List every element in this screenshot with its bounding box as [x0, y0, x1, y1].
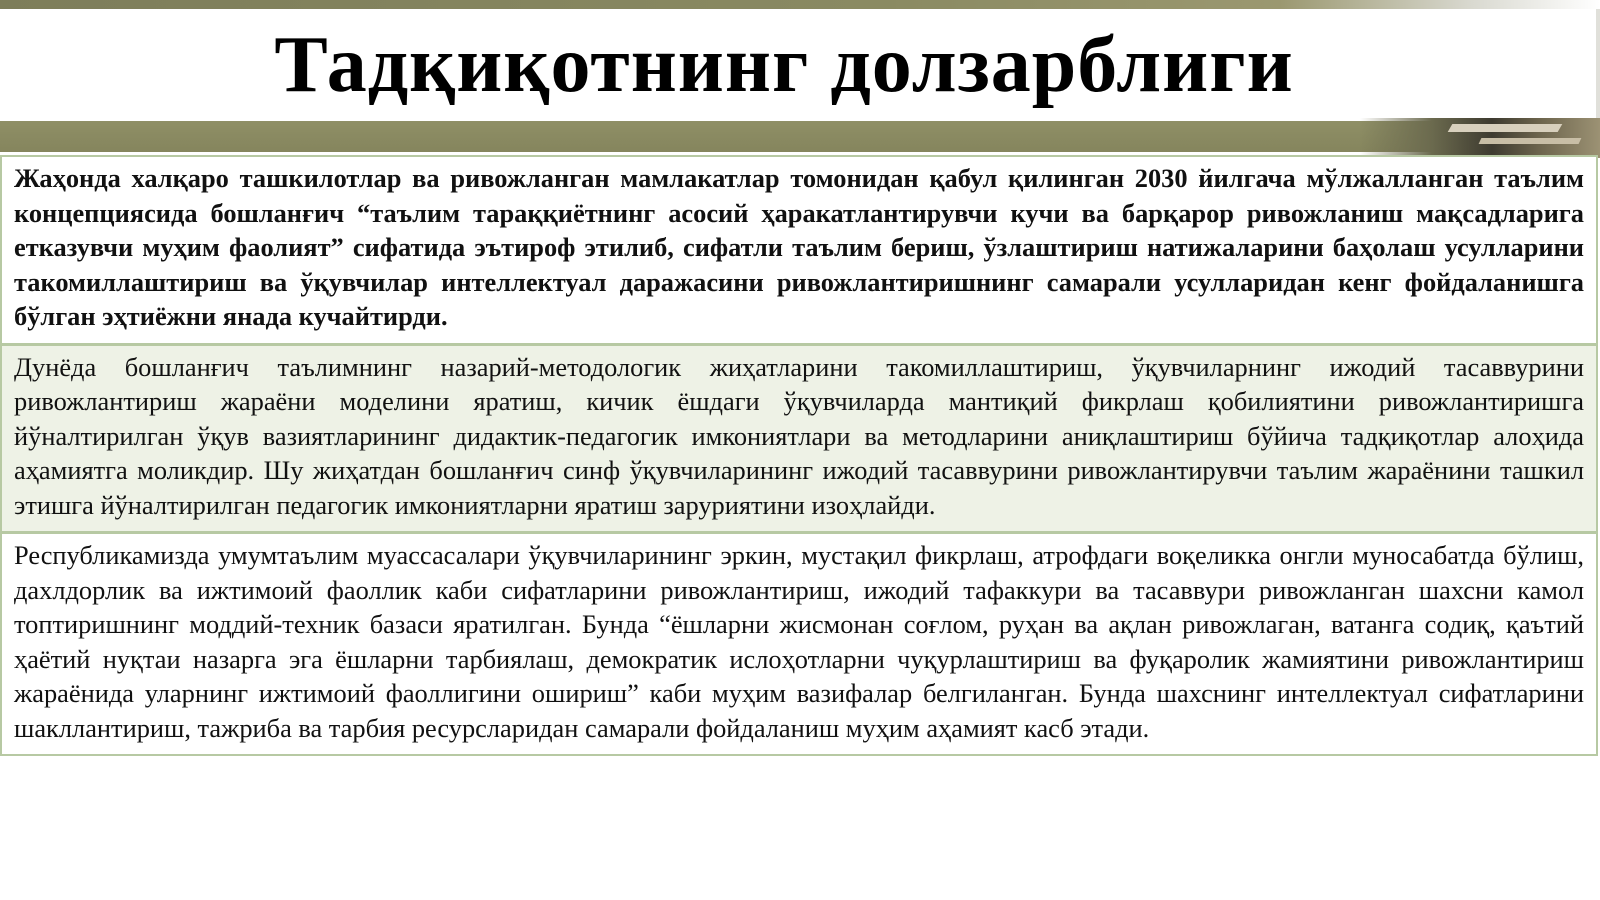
top-decorative-strip [0, 0, 1600, 9]
content-box [0, 155, 1598, 756]
slide-title: Тадқиқотнинг долзарблиги [274, 20, 1294, 109]
right-edge-decoration [1596, 9, 1600, 121]
paragraph-3: Республикамизда умумтаълим муассасалари ўқувчиларининг эркин, мустақил фикрлаш, атрофдаги воқеликка онгли муносабатда бўлиш, дахлдорлик ва ижтимоий фаоллик каби сифатларини ривожлантириш, ижодий тафаккури ва тасаввури ривожланган шахсни камол топтиришнинг моддий-техник базаси яратилган. Бунда “ёшларни жисмонан соғлом, руҳан ва ақлан ривожлаган, ватанга содиқ, қаътий ҳаётий нуқтаи назарга эга ёшларни тарбиялаш, демократик ислоҳотларни чуқурлаштириш ва фуқаролик жамиятини ривожлантириш жараёнида уларнинг ижтимоий фаоллигини ошириш” каби муҳим вазифалар белгиланган. Бунда шахснинг интеллектуал сифатларини шакллантириш, тажриба ва тарбия ресурсларидан самарали фойдаланиш муҳим аҳамият касб этади. [2, 531, 1596, 754]
paragraph-1: Жаҳонда халқаро ташкилотлар ва ривожланган мамлакатлар томонидан қабул қилинган 2030 йилгача мўлжалланган таълим концепциясида бошланғич “таълим тараққиётнинг асосий ҳаракатлантирувчи кучи ва барқарор ривожланиш мақсадларига етказувчи муҳим фаолият” сифатида эътироф этилиб, сифатли таълим бериш, ўзлаштириш натижаларини баҳолаш усулларини такомиллаштириш ва ўқувчилар интеллектуал даражасини ривожлантиришнинг самарали усулларидан кенг фойдаланишга бўлган эҳтиёжни янада кучайтирди. [2, 157, 1596, 343]
title-area [0, 9, 1600, 121]
books-decoration [1360, 118, 1600, 158]
paragraph-2: Дунёда бошланғич таълимнинг назарий-методологик жиҳатларини такомиллаштириш, ўқувчиларнинг ижодий тасаввурини ривожлантириш жараёни моделини яратиш, кичик ёшдаги ўқувчиларда мантиқий фикрлаш қобилиятини ривожлантиришга йўналтирилган ўқув вазиятларининг дидактик-педагогик имкониятлари ва методларини аниқлаштириш бўйича тадқиқотлар алоҳида аҳамиятга моликдир. Шу жиҳатдан бошланғич синф ўқувчиларининг ижодий тасаввурини ривожлантирувчи таълим жараёнини ташкил этишга йўналтирилган педагогик имкониятларни яратиш заруриятини изоҳлайди. [2, 343, 1596, 532]
